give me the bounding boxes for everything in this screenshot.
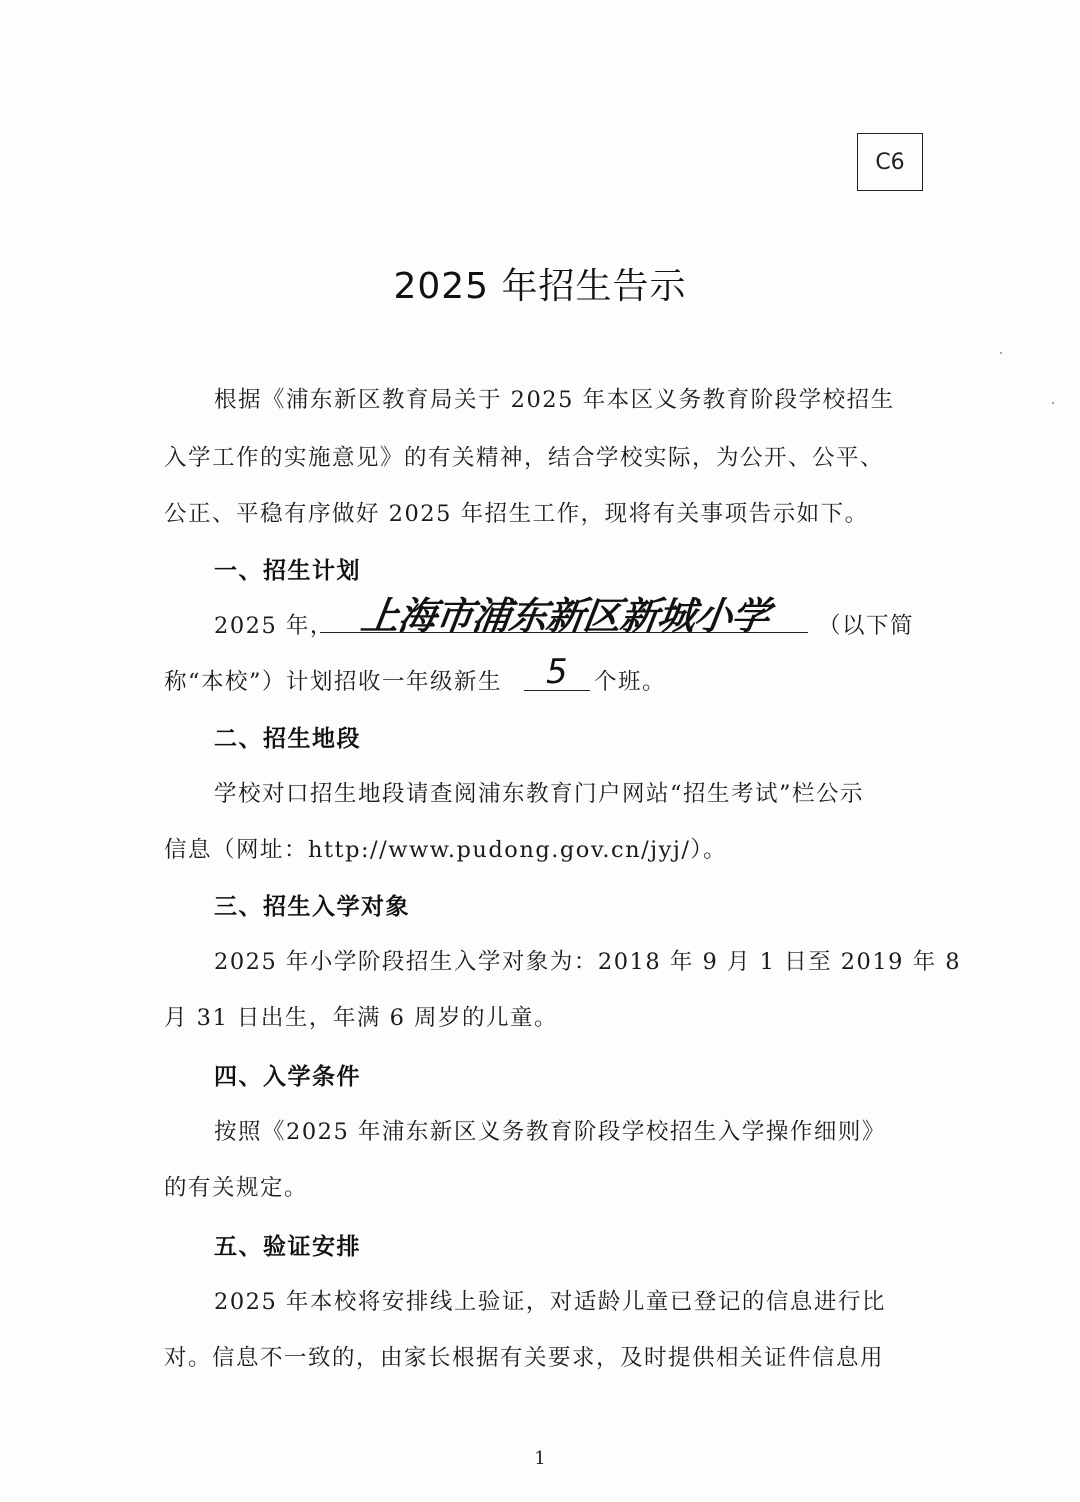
handwritten-school-name: 上海市浦东新区新城小学 xyxy=(358,594,772,638)
handwritten-class-count: 5 xyxy=(546,652,568,692)
section-1-line-1-prefix: 2025 年， xyxy=(214,613,334,639)
section-1-line-1-suffix: （以下简 xyxy=(818,613,915,639)
section-3-line-1: 2025 年小学阶段招生入学对象为：2018 年 9 月 1 日至 2019 年 8 xyxy=(214,949,962,975)
section-3-line-2: 月 31 日出生，年满 6 周岁的儿童。 xyxy=(164,1005,559,1031)
intro-line-3: 公正、平稳有序做好 2025 年招生工作，现将有关事项告示如下。 xyxy=(164,501,869,527)
document-code-box: C6 xyxy=(857,133,923,191)
section-5-heading: 五、验证安排 xyxy=(214,1234,361,1260)
scan-speck xyxy=(1000,352,1002,354)
intro-line-2: 入学工作的实施意见》的有关精神，结合学校实际，为公开、公平、 xyxy=(164,445,885,471)
section-3-heading: 三、招生入学对象 xyxy=(214,894,410,920)
section-2-line-2: 信息（网址：http://www.pudong.gov.cn/jyj/）。 xyxy=(164,837,728,863)
section-2-heading: 二、招生地段 xyxy=(214,726,361,752)
section-5-line-1: 2025 年本校将安排线上验证，对适龄儿童已登记的信息进行比 xyxy=(214,1289,886,1315)
page-title: 2025 年招生告示 xyxy=(393,266,687,307)
page-number: 1 xyxy=(534,1448,546,1469)
intro-line-1: 根据《浦东新区教育局关于 2025 年本区义务教育阶段学校招生 xyxy=(214,387,895,413)
section-1-heading: 一、招生计划 xyxy=(214,558,361,584)
section-4-heading: 四、入学条件 xyxy=(214,1064,361,1090)
section-4-line-1: 按照《2025 年浦东新区义务教育阶段学校招生入学操作细则》 xyxy=(214,1119,886,1145)
section-2-line-1: 学校对口招生地段请查阅浦东教育门户网站“招生考试”栏公示 xyxy=(214,781,865,807)
section-4-line-2: 的有关规定。 xyxy=(164,1175,309,1201)
section-5-line-2: 对。信息不一致的，由家长根据有关要求，及时提供相关证件信息用 xyxy=(164,1345,885,1371)
scan-speck xyxy=(1052,402,1054,404)
section-1-line-2-prefix: 称“本校”）计划招收一年级新生 xyxy=(164,669,503,695)
section-1-line-2-suffix: 个班。 xyxy=(594,669,667,695)
